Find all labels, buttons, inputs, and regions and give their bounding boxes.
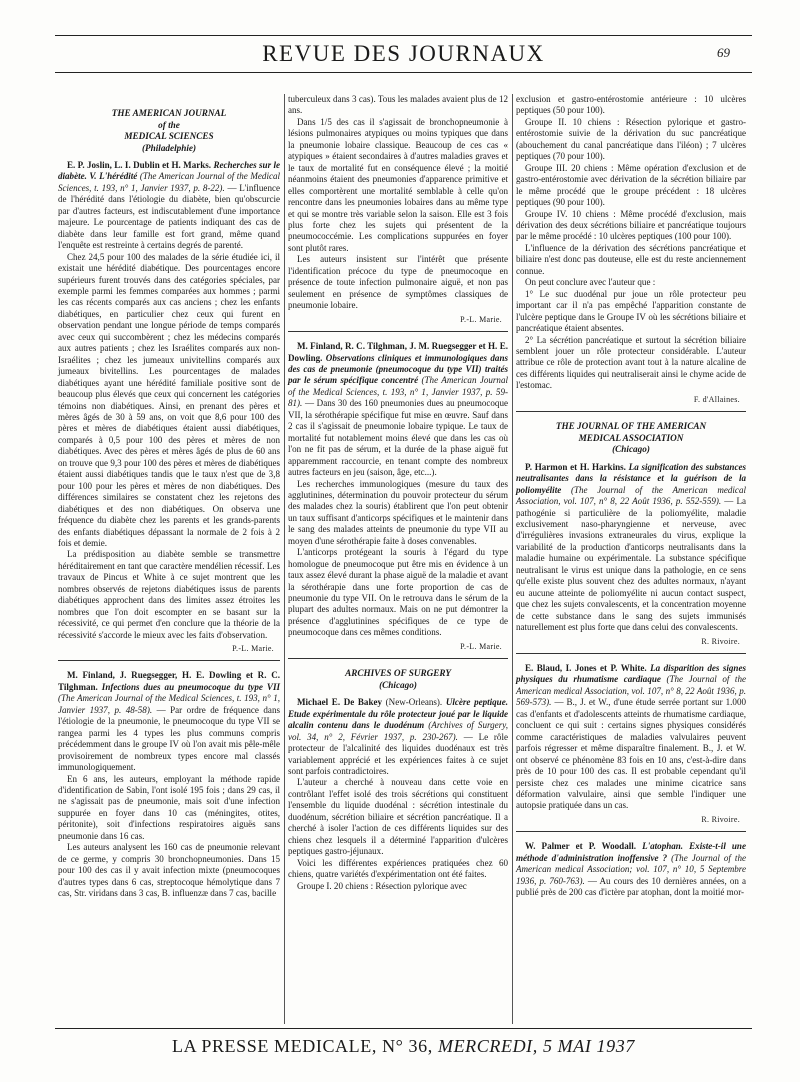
journal-heading-ajms: THE AMERICAN JOURNAL of the MEDICAL SCIENCES (Philadelphie)	[111, 108, 227, 153]
paragraph: Groupe III. 20 chiens : Même opération d'exclusion et de gastro-entérostomie avec dérivation de la sécrétion biliaire par le même procédé que le groupe précédent : 18 ulcères peptiques (90 pour 100).	[516, 162, 746, 208]
article-separator	[58, 660, 280, 661]
paragraph: En 6 ans, les auteurs, employant la méthode rapide d'identification de Sabin, l'ont isolé 195 fois ; dans 29 cas, il ne s'agissait pas de pneumonie, mais soit d'une infection suppurée en foyer dans 10 cas (méningites, otites, péritonite), soit d'infections respiratoires aiguës sans pneumonie dans 16 cas.	[58, 773, 280, 841]
page-number: 69	[717, 45, 730, 60]
paragraph: L'influence de la dérivation des sécrétions pancréatique et biliaire n'est donc pas douteuse, elle est du reste anciennement connue.	[516, 242, 746, 276]
column-divider-2	[512, 94, 513, 1024]
footer-date: MERCREDI, 5 MAI 1937	[437, 1036, 635, 1056]
article-finland-2: M. Finland, R. C. Tilghman, J. M. Ruegsegger et H. E. Dowling. Observations cliniques et immunologiques dans des cas de pneumonie (pneumocoque du type VII) traités par le sérum spécifique concentré (The American Journal of the Medical Sciences, t. 193, n° 1, Janvier 1937, p. 59-81). — Dans 30 des 160 pneumonies dues au pneumocoque VII, la sérothérapie spécifique fut mise en œuvre. Sauf dans 2 cas il s'agissait de pneumonie lobaire typique. Le taux de mortalité fut notablement moins élevé que dans les cas où l'on ne fit pas de sérum, et la durée de la phase aiguë fut apparemment raccourcie, en tenant compte des nombreux autres facteurs en jeu (saison, âge, etc...).	[288, 341, 509, 478]
article-palmer: W. Palmer et P. Woodall. L'atophan. Existe-t-il une méthode d'administration inoffensive ? (The Journal of the American medical Association; vol. 107, n° 10, 5 Septembre 1936, p. 760-763). — Au cours des 10 dernières années, on a publié près de 200 cas d'ictère par atophan, dont la moitié mor-	[516, 841, 746, 898]
header-rule-top	[55, 35, 752, 36]
article-finland-1: M. Finland, J. Ruegsegger, H. E. Dowling et R. C. Tilghman. Infections dues au pneumocoque du type VII (The American Journal of the Medical Sciences, t. 193, n° 1, Janvier 1937, p. 48-58). — Par ordre de fréquence dans l'étiologie de la pneumonie, le pneumocoque du type VII se rangea parmi les 4 types les plus communs compris précédemment dans le groupe IV où l'on avait mis pêle-mêle provisoirement de nombreux types encore mal classés immunologiquement.	[58, 670, 280, 773]
journal-heading-jama: THE JOURNAL OF THE AMERICAN MEDICAL ASSOCIATION (Chicago)	[555, 421, 707, 455]
paragraph: exclusion et gastro-entérostomie antérieure : 10 ulcères peptiques (50 pour 100).	[516, 94, 746, 116]
article-separator	[516, 653, 746, 654]
paragraph: L'anticorps protégeant la souris à l'égard du type homologue de pneumocoque put être mis en évidence à un taux assez élevé durant la phase aiguë de la maladie et avant la sérothérapie dans une forte proportion de cas de pneumonie du type VII. On le retrouva dans le sérum de la plupart des adultes normaux. Mais on ne put démontrer la présence d'agglutinines spécifiques de ce type de pneumocoque dans ces mêmes conditions.	[288, 547, 508, 638]
signature: P.-L. Marie.	[232, 644, 274, 654]
page-header	[55, 40, 752, 70]
paragraph: L'auteur a cherché à nouveau dans cette voie en contrôlant l'effet isolé des trois sécrétions qui constituent l'ensemble du liquide duodénal : sécrétion intestinale du duodénum, sécrétion biliaire et sécrétion pancréatique. Il a cherché à isoler l'action de ces différents liquides sur des chiens chez lesquels il a déterminé l'apparition d'ulcères peptiques gastro-jéjunaux.	[288, 777, 508, 857]
paragraph: 2° La sécrétion pancréatique et surtout la sécrétion biliaire semblent jouer un rôle protecteur considérable. L'auteur attribue ce rôle de protection avant tout à la nature alcaline de ces différents liquides qui neutraliserait ainsi le chyme acide de l'estomac.	[516, 334, 746, 391]
signature: P.-L. Marie.	[460, 641, 502, 651]
article-blaud: E. Blaud, I. Jones et P. White. La disparition des signes physiques du rhumatisme cardiaque (The Journal of the American medical Association, vol. 107, n° 8, 22 Août 1936, p. 569-573). — B., J. et W., d'une étude serrée portant sur 1.000 cas d'enfants et d'adolescents atteints de rhumatisme cardiaque, concluent ce qui suit : certains signes physiques considérés comme caractéristiques de maladies valvulaires peuvent parfois régresser et même disparaître finalement. B., J. et W. ont observé ce phénomène 83 fois en 10 ans, c'est-à-dire dans près de 10 pour 100 des cas. Il est probable cependant qu'il persiste chez ces malades une minime cicatrice sans déformation valvulaire, ainsi que semble l'indiquer une autopsie pratiquée dans un cas.	[516, 662, 746, 811]
signature: P.-L. Marie.	[460, 314, 502, 324]
article-separator	[288, 331, 508, 332]
article-separator	[516, 411, 746, 412]
signature: F. d'Allaines.	[693, 394, 740, 404]
paragraph: Groupe I. 20 chiens : Résection pylorique avec	[297, 880, 467, 891]
article-harmon: P. Harmon et H. Harkins. La signification des substances neutralisantes dans la résistance et la guérison de la poliomyélite (The Journal of the American medical Association, vol. 107, n° 8, 22 Août 1936, p. 552-559). — La pathogénie si particulière de la poliomyélite, maladie exclusivement naso-pharyngienne et nerveuse, avec d'irrégulières invasions extraneurales du virus, explique la variabilité de la production d'anticorps neutralisants dans la maladie humaine ou expérimentale. La substance spécifique neutralisant le virus est unique dans la pathologie, en ce sens qu'elle existe plus souvent chez des adultes normaux, n'ayant eu aucune atteinte de poliomyélite ni aucun contact suspect, que chez les sujets convalescents, et la concentration moyenne de cette substance dans le sang des sujets immunisés naturellement est plus forte que dans celui des convalescents.	[516, 461, 747, 633]
signature: R. Rivoire.	[701, 814, 740, 824]
footer-number: N° 36,	[382, 1036, 433, 1056]
signature: R. Rivoire.	[701, 636, 740, 646]
journal-section-title: REVUE DES JOURNAUX	[262, 41, 545, 66]
column-1	[58, 94, 280, 900]
footer-rule	[55, 1028, 752, 1029]
column-divider-1	[284, 94, 285, 1024]
paragraph: Les auteurs analysent les 160 cas de pneumonie relevant de ce germe, y compris 30 bronchopneumonies. Dans 15 pour 100 des cas il y avait infection mixte (pneumocoques d'autres types dans 6 cas, streptocoque hémolytique dans 7 cas, Str. viridans dans 3 cas, B. influenzæ dans 7 cas, bacille	[58, 842, 280, 899]
header-rule-bottom	[55, 72, 752, 73]
column-3	[516, 94, 746, 899]
paragraph: tuberculeux dans 3 cas). Tous les malades avaient plus de 12 ans.	[288, 94, 508, 116]
paragraph: La prédisposition au diabète semble se transmettre héréditairement en tant que caractère mendélien récessif. Les travaux de Pincus et White à ce sujet montrent que les nombres observés de rejetons diabétiques issus de parents diabétiques approchent dans des limites assez étroites les nombres que l'on doit escompter en se basant sur la récessivité, ce qui permet d'en conclure que la théorie de la récessivité s'accorde le mieux avec les faits d'observation.	[58, 549, 280, 640]
paragraph: 1° Le suc duodénal pur joue un rôle protecteur peu important car il n'a pas empêché l'apparition constante de l'ulcère peptique dans le Groupe IV où les sécrétions biliaire et pancréatique étaient absentes.	[516, 288, 746, 334]
article-separator	[288, 658, 508, 659]
journal-heading-archives-surgery: ARCHIVES OF SURGERY (Chicago)	[345, 668, 451, 690]
column-2	[288, 94, 508, 892]
paragraph: Voici les différentes expériences pratiquées chez 60 chiens, quatre variétés d'expérimentation ont été faites.	[288, 857, 508, 880]
footer-journal: LA PRESSE MEDICALE,	[172, 1036, 377, 1056]
page-footer	[55, 1036, 752, 1057]
article-joslin: E. P. Joslin, L. I. Dublin et H. Marks. Recherches sur le diabète. V. L'hérédité (The American Journal of the Medical Sciences, t. 193, n° 1, Janvier 1937, p. 8-22). — L'influence de l'hérédité dans l'étiologie du diabète, bien qu'obscurcie par d'autres facteurs, est indiscutablement d'une importance majeure. Le pourcentage de patients indiquant des cas de diabète dans leur famille est fort grand, même quand l'enquête est restreinte à certains degrés de parenté.	[58, 160, 281, 251]
article-separator	[516, 831, 746, 832]
paragraph: Dans 1/5 des cas il s'agissait de bronchopneumonie à lésions pulmonaires atypiques ou moins typiques que dans la pneumonie lobaire classique. Beaucoup de ces cas « atypiques » étaient secondaires à d'autres maladies graves et le taux de mortalité fut en conséquence élevé ; la moitié néanmoins étaient des pneumonies d'apparence primitive et elles comportèrent une mortalité semblable à celle qu'on rencontre dans les pneumonies lobaires dans au même type et qui se montre très variable selon la saison. Elle est 3 fois plus forte chez les sujets qui présentent de la pneumococcémie. Les complications suppurées en foyer sont plutôt rares.	[288, 116, 508, 253]
paragraph: Les recherches immunologiques (mesure du taux des agglutinines, détermination du pouvoir protecteur du sérum des malades chez la souris) établirent que l'on peut obtenir un taux suffisant d'anticorps spécifiques et le maintenir dans le sang des malades atteints de pneumonie du type VII au moyen d'une sérothérapie faite à doses convenables.	[288, 478, 508, 546]
paragraph: On peut conclure avec l'auteur que :	[525, 277, 656, 288]
paragraph: Les auteurs insistent sur l'intérêt que présente l'identification précoce du type de pneumocoque en présence de toute infection pulmonaire aiguë, et non pas seulement en présence de symptômes classiques de pneumonie lobaire.	[288, 254, 508, 311]
article-debakey: Michael E. De Bakey (New-Orleans). Ulcère peptique. Etude expérimentale du rôle protecteur joué par le liquide alcalin contenu dans le duodénum (Archives of Surgery, vol. 34, n° 2, Février 1937, p. 230-267). — Le rôle protecteur de l'alcalinité des liquides duodénaux est très variablement apprécié et les expériences faites à ce sujet sont parfois contradictoires.	[288, 697, 508, 777]
paragraph: Groupe II. 10 chiens : Résection pylorique et gastro-entérostomie suivie de la dérivation du suc pancréatique (abouchement du canal pancréatique dans l'iléon) ; 7 ulcères peptiques (70 pour 100).	[516, 116, 746, 162]
paragraph: Chez 24,5 pour 100 des malades de la série étudiée ici, il existait une hérédité diabétique. Des pourcentages encore supérieurs furent trouvés dans des catégories spéciales, par exemple parmi les femmes comparées aux hommes ; parmi les cas récents comparés aux cas anciens ; chez les enfants diabétiques, en particulier chez ceux qui furent en observation pendant une longue période de temps comparés avec ceux qui succombèrent ; chez les médecins comparés aux autres patients ; chez les Israélites comparés aux non-Israélites ; chez les jumeaux univitellins comparés aux jumeaux bivitellins. Les pourcentages de malades diabétiques ayant une hérédité familiale positive sont de beaucoup plus élevés que ceux qui concernent les catégories témoins non diabétiques. Ainsi, en prenant des pères et mères âgés de 30 à 59 ans, on voit que 8,6 pour 100 des pères et mères de diabétiques étaient aussi diabétiques, comparés à 0,5 pour 100 des pères et mères de non diabétiques. Avec des pères et mères âgés de plus de 60 ans on trouve que 9,3 pour 100 des pères et mères de diabétiques étaient aussi diabétiques tandis que le taux n'est que de 3,8 pour 100 pour les pères et mères de non diabétiques. Des différences similaires se constatent chez les rejetons des diabétiques et des non diabétiques. On observa une fréquence du diabète chez les parents et les grands-parents des enfants diabétiques dépassant la normale de 2 fois à 2 fois et demie.	[58, 251, 280, 548]
paragraph: Groupe IV. 10 chiens : Même procédé d'exclusion, mais dérivation des deux sécrétions biliaire et pancréatique toujours par le même procédé : 10 ulcères peptiques (100 pour 100).	[516, 208, 746, 242]
